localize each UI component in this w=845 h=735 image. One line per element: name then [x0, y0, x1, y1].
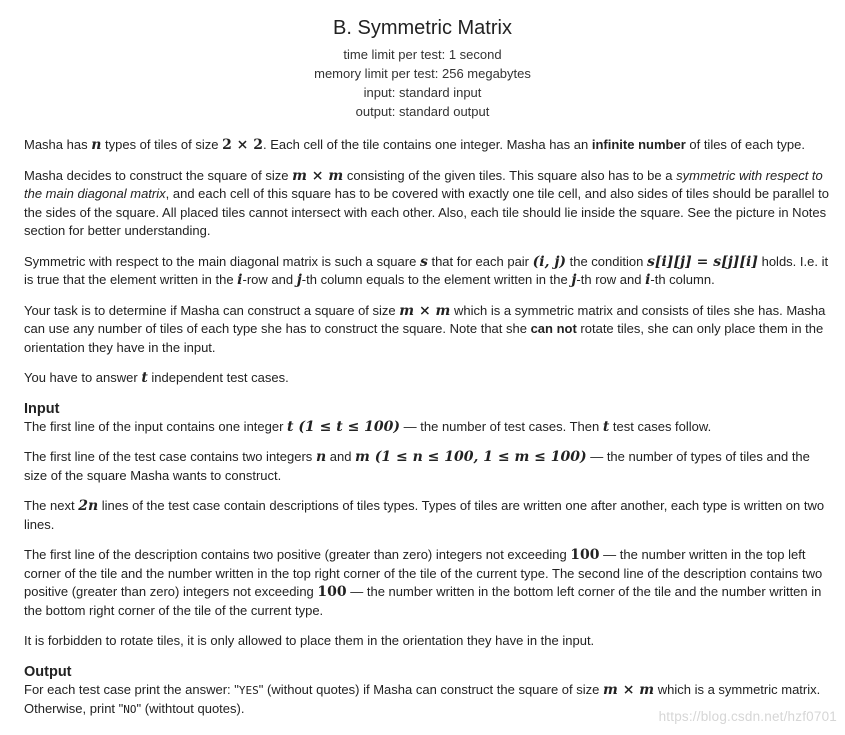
infinite-number-emphasis: infinite number: [591, 137, 686, 152]
memory-limit: memory limit per test: 256 megabytes: [314, 66, 531, 81]
watermark-url: https://blog.csdn.net/hzf0701: [658, 709, 837, 724]
input-paragraph-2: The first line of the test case contains two integers n and m (1 ≤ n ≤ 100, 1 ≤ m ≤ 100) — the number of types of tiles and the size of the square Masha wants to construct.: [24, 449, 810, 483]
input-paragraph-1: The first line of the input contains one integer t (1 ≤ t ≤ 100) — the number of test cases. Then t test cases follow.: [24, 418, 712, 435]
input-section-title: Input: [24, 400, 60, 417]
output-section-title: Output: [24, 663, 72, 680]
legend-paragraph-1: Masha has n types of tiles of size 2 × 2. Each cell of the tile contains one integer. Masha has an infinite number of tiles of each type.: [24, 137, 805, 153]
legend-paragraph-5: You have to answer t independent test cases.: [24, 370, 289, 386]
legend-paragraph-4: Your task is to determine if Masha can construct a square of size m × m which is a symmetric matrix and consists of tiles she has. Masha can use any number of tiles of each type she has to construct the square. Note that she can not rotate tiles, she can only place them in the orientation they have in the input.: [24, 302, 826, 355]
input-paragraph-5: It is forbidden to rotate tiles, it is only allowed to place them in the orientation they have in the input.: [24, 633, 595, 648]
problem-statement: [24, 136, 834, 732]
input-paragraph-3: The next 2n lines of the test case contain descriptions of tiles types. Types of tiles are written one after another, each type is written on two lines.: [24, 498, 825, 532]
input-spec: input: standard input: [363, 85, 482, 100]
problem-header: [0, 0, 845, 121]
output-paragraph-1: For each test case print the answer: "YES" (without quotes) if Masha can construct the square of size m × m which is a symmetric matrix. Otherwise, print "NO" (withtout quotes).: [24, 681, 821, 716]
input-paragraph-4: The first line of the description contains two positive (greater than zero) integers not exceeding 100 — the number written in the top left corner of the tile and the number written in the top right corner of the tile of the current type. The second line of the description contains two positive (greater than zero) integers not exceeding 100 — the number written in the bottom left corner of the tile and the number written in the bottom right corner of the tile of the current type.: [24, 547, 823, 618]
legend-paragraph-3: Symmetric with respect to the main diagonal matrix is such a square s that for each pair (i, j) the condition s[i][j] = s[j][i] holds. I.e. it is true that the element written in the i-row and j-th column equals to the element written in the j-th row and i-th column.: [24, 253, 829, 288]
time-limit: time limit per test: 1 second: [343, 47, 502, 62]
problem-title: B. Symmetric Matrix: [333, 17, 512, 39]
legend-paragraph-2: Masha decides to construct the square of size m × m consisting of the given tiles. This square also has to be a symmetric with respect to the main diagonal matrix, and each cell of this square has to be covered with exactly one tile cell, and also sides of tiles should be parallel to the sides of the square. All placed tiles cannot intersect with each other. Also, each tile should lie inside the square. See the picture in Notes section for better understanding.: [24, 167, 830, 238]
output-spec: output: standard output: [355, 104, 490, 119]
